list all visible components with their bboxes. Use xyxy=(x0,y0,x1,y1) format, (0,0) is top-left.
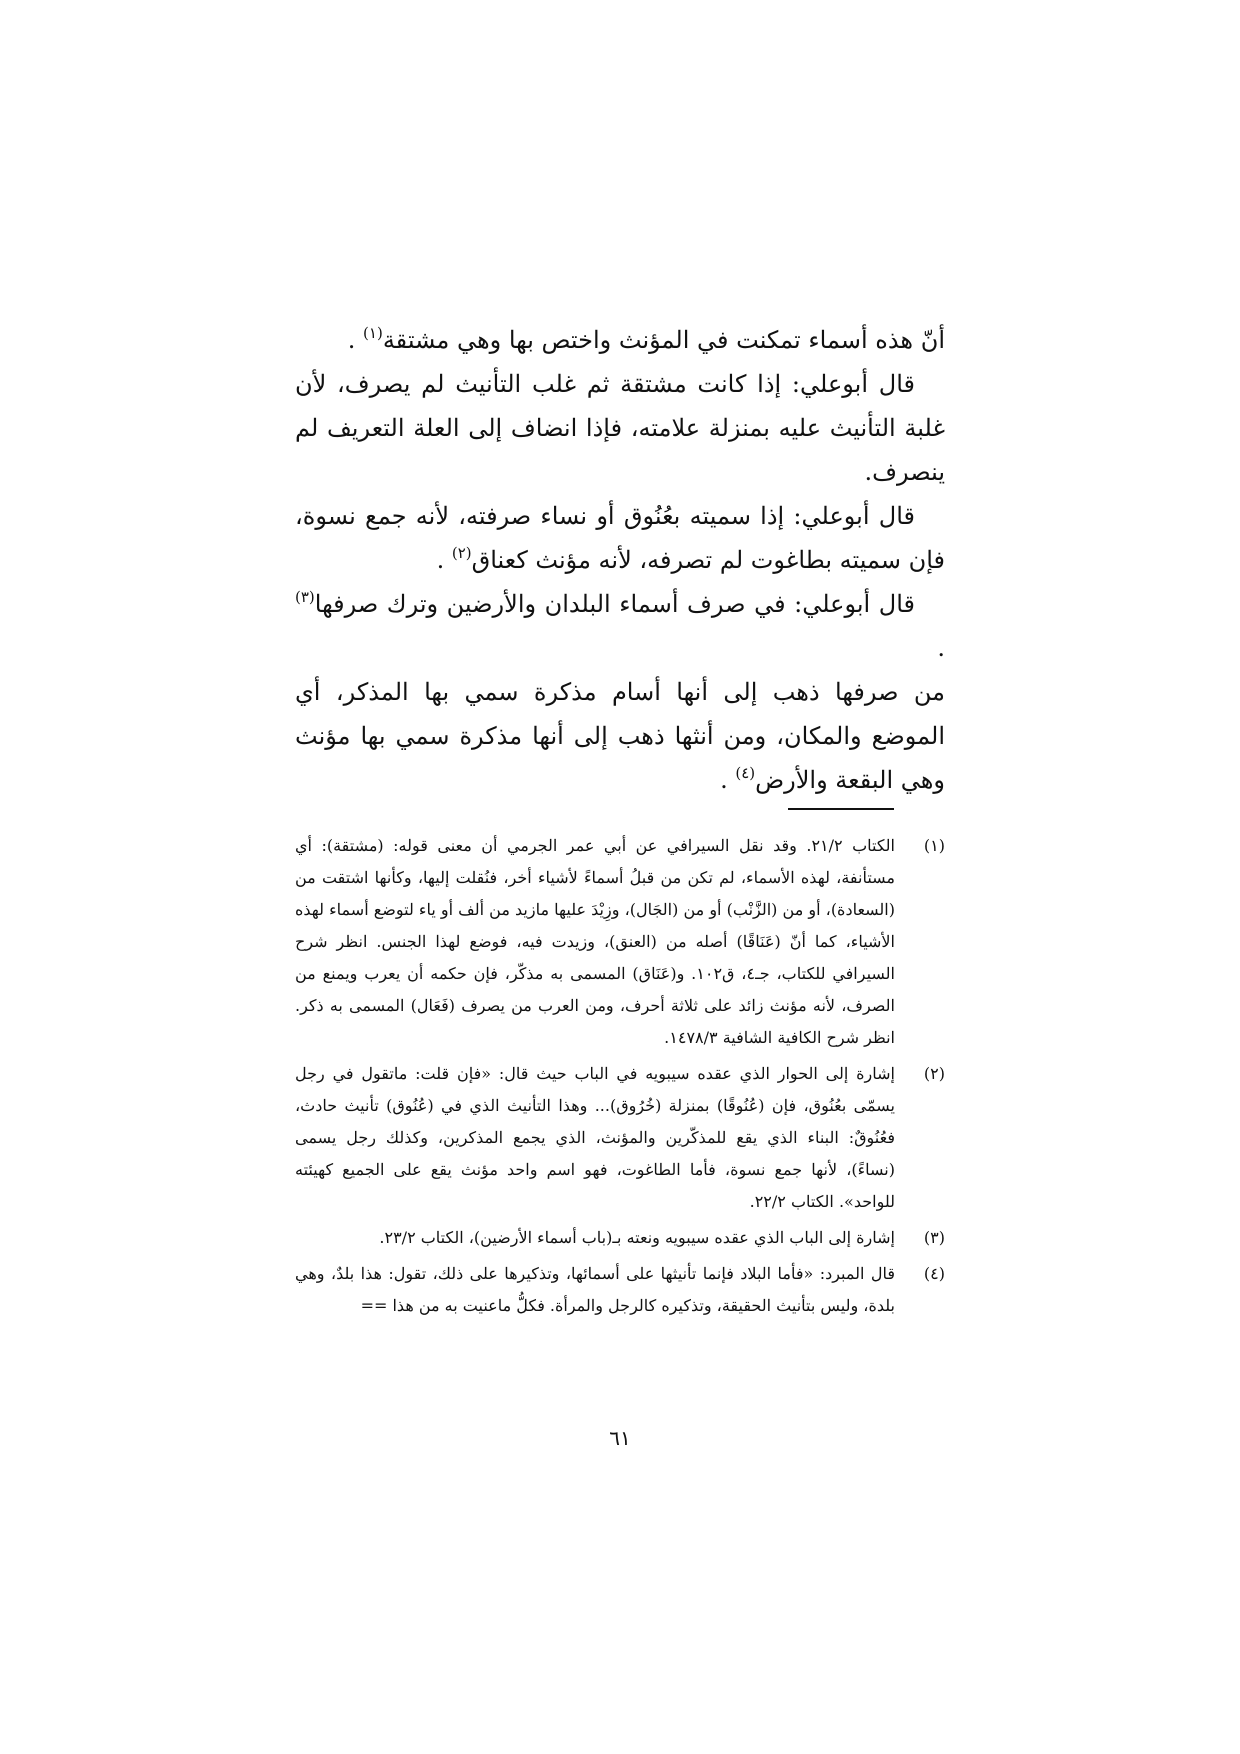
paragraph-3-text: قال أبوعلي: إذا سميته بعُنُوق أو نساء صرفته، لأنه جمع نسوة، فإن سميته بطاغوت لم تصرفه، لأنه مؤنث كعناق xyxy=(295,502,945,574)
paragraph-1-text: أنّ هذه أسماء تمكنت في المؤنث واختص بها وهي مشتقة xyxy=(382,326,945,354)
paragraph-5-end: . xyxy=(720,766,736,794)
paragraph-2 xyxy=(295,362,945,494)
footnote-ref-1: (١) xyxy=(363,324,383,342)
paragraph-2-text: قال أبوعلي: إذا كانت مشتقة ثم غلب التأنيث لم يصرف، لأن غلبة التأنيث عليه بمنزلة علامته، فإذا انضاف إلى العلة التعريف لم ينصرف. xyxy=(295,370,946,486)
footnote-ref-4: (٤) xyxy=(735,764,756,782)
paragraph-5-text: من صرفها ذهب إلى أنها أسام مذكرة سمي بها المذكر، أي الموضع والمكان، ومن أنثها ذهب إلى أنها مذكرة سمي بها مؤنث وهي البقعة والأرض xyxy=(295,678,945,794)
footnote-separator xyxy=(788,808,894,810)
paragraph-3 xyxy=(295,494,945,582)
footnotes xyxy=(295,830,945,1326)
footnote-text: قال المبرد: «فأما البلاد فإنما تأنيثها على أسمائها، وتذكيرها على ذلك، تقول: هذا بلدٌ، وهي بلدة، وليس بتأنيث الحقيقة، وتذكيره كالرجل والمرأة. فكلُّ ماعنيت به من هذا == xyxy=(295,1264,895,1315)
paragraph-4-text: قال أبوعلي: في صرف أسماء البلدان والأرضين وترك صرفها xyxy=(314,590,915,618)
main-text xyxy=(295,318,945,802)
footnote-2 xyxy=(295,1058,945,1218)
footnote-text: الكتاب ٢١/٢. وقد نقل السيرافي عن أبي عمر الجرمي أن معنى قوله: (مشتقة): أي مستأنفة، لهذه الأسماء، لم تكن من قبلُ أسماءً لأشياء أخر، فنُقلت إليها، وكأنها اشتقت من (السعادة)، أو من (الزَّنْب) أو من (الجَال)، وزِيْدَ عليها مازيد من ألف أو ياء لتوضع أسماء لهذه الأشياء، كما أنّ (عَنَاقًا) أصله من (العنق)، وزيدت فيه، فوضع لهذا الجنس. انظر شرح السيرافي للكتاب، جـ٤، ق١٠٢. و(عَنَاق) المسمى به مذكّر، فإن حكمه أن يعرب ويمنع من الصرف، لأنه مؤنث زائد على ثلاثة أحرف، ومن العرب من يصرف (فَعَال) المسمى به ذكر. انظر شرح الكافية الشافية ١٤٧٨/٣. xyxy=(295,836,896,1047)
footnote-text: إشارة إلى الحوار الذي عقده سيبويه في الباب حيث قال: «فإن قلت: ماتقول في رجل يسمّى بعُنُوق، فإن (عُنُوقًا) بمنزلة (خُرُوق)... وهذا التأنيث الذي في (عُنُوق) تأنيث حادث، فعُنُوقٌ: البناء الذي يقع للمذكّرين والمؤنث، الذي يجمع المذكرين، وكذلك رجل يسمى (نساءً)، لأنها جمع نسوة، فأما الطاغوت، فهو اسم واحد مؤنث يقع على الجميع كهيئته للواحد». الكتاب ٢٢/٢. xyxy=(295,1064,895,1211)
paragraph-1 xyxy=(295,318,945,362)
paragraph-3-end: . xyxy=(436,546,452,574)
footnote-1 xyxy=(295,830,945,1054)
paragraph-5 xyxy=(295,670,945,802)
footnote-number: (١) xyxy=(923,836,945,855)
paragraph-4-end: . xyxy=(937,634,945,662)
footnote-ref-3: (٣) xyxy=(295,588,315,606)
footnote-number: (٣) xyxy=(923,1228,945,1247)
footnote-number: (٢) xyxy=(923,1064,945,1083)
footnote-3 xyxy=(295,1222,945,1254)
paragraph-4 xyxy=(295,582,945,670)
footnote-number: (٤) xyxy=(923,1264,945,1283)
paragraph-1-end: . xyxy=(347,326,364,354)
footnote-4 xyxy=(295,1258,945,1322)
footnote-text: إشارة إلى الباب الذي عقده سيبويه ونعته بـ(باب أسماء الأرضين)، الكتاب ٢٣/٢. xyxy=(379,1228,895,1247)
page-number: ٦١ xyxy=(609,1426,631,1450)
footnote-ref-2: (٢) xyxy=(451,544,472,562)
